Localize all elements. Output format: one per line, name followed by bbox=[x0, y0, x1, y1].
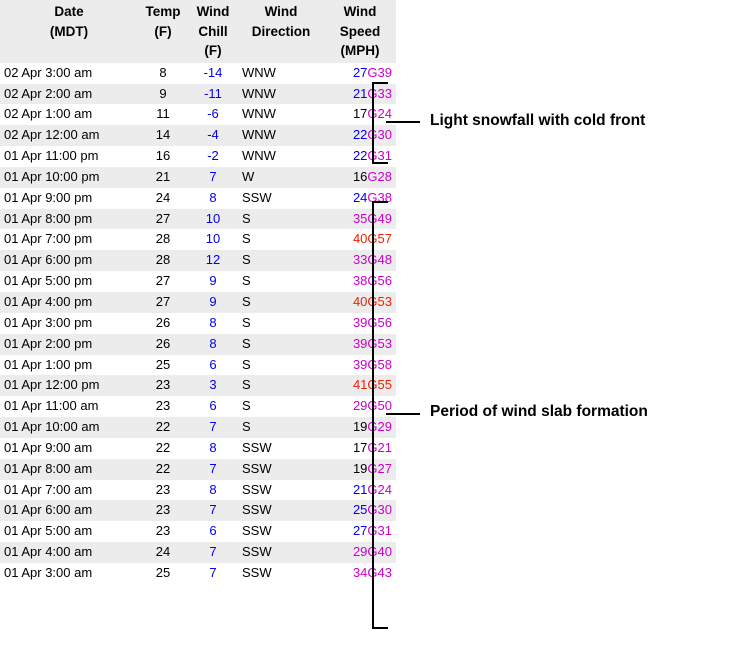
table-row bbox=[0, 209, 396, 230]
wind-speed-gust: G21 bbox=[367, 439, 392, 455]
wind-speed-gust: G30 bbox=[367, 502, 392, 518]
wind-speed-sustained: 29 bbox=[352, 398, 368, 414]
cell-wind-chill: 8 bbox=[188, 480, 238, 501]
cell-wind-chill: 12 bbox=[188, 250, 238, 271]
wind-speed-gust: G53 bbox=[367, 293, 392, 309]
cell-temp: 23 bbox=[138, 480, 188, 501]
wind-speed-gust: G40 bbox=[367, 544, 392, 560]
cell-date: 01 Apr 10:00 am bbox=[0, 417, 138, 438]
cell-temp: 16 bbox=[138, 146, 188, 167]
cell-temp: 8 bbox=[138, 63, 188, 84]
cell-wind-direction: S bbox=[238, 334, 324, 355]
table-row bbox=[0, 229, 396, 250]
cell-wind-chill: 3 bbox=[188, 375, 238, 396]
column-header-wind-speed-line1: Wind Speed bbox=[339, 4, 381, 39]
wind-speed-sustained: 19 bbox=[352, 419, 368, 435]
wind-speed-sustained: 38 bbox=[352, 273, 368, 289]
column-header-wind-direction bbox=[238, 0, 324, 63]
cell-date: 01 Apr 12:00 pm bbox=[0, 375, 138, 396]
cell-wind-direction: SSW bbox=[238, 542, 324, 563]
wind-speed-gust: G24 bbox=[367, 481, 392, 497]
table-row bbox=[0, 146, 396, 167]
cell-date: 01 Apr 9:00 pm bbox=[0, 188, 138, 209]
wind-speed-gust: G48 bbox=[367, 252, 392, 268]
annotation-label-1: Light snowfall with cold front bbox=[430, 112, 646, 129]
table-row bbox=[0, 334, 396, 355]
wind-speed-sustained: 40 bbox=[352, 293, 368, 309]
wind-speed-gust: G58 bbox=[367, 356, 392, 372]
table-row bbox=[0, 63, 396, 84]
wind-speed-gust: G56 bbox=[367, 314, 392, 330]
cell-wind-direction: SSW bbox=[238, 459, 324, 480]
wind-speed-gust: G43 bbox=[367, 564, 392, 580]
column-header-date bbox=[0, 0, 138, 63]
wind-speed-gust: G24 bbox=[367, 106, 392, 122]
wind-speed-gust: G28 bbox=[367, 168, 392, 184]
cell-date: 01 Apr 6:00 am bbox=[0, 500, 138, 521]
wind-speed-gust: G29 bbox=[367, 419, 392, 435]
table-row bbox=[0, 521, 396, 542]
cell-temp: 23 bbox=[138, 521, 188, 542]
column-header-wind-speed bbox=[324, 0, 396, 63]
cell-temp: 21 bbox=[138, 167, 188, 188]
table-row bbox=[0, 396, 396, 417]
cell-date: 02 Apr 3:00 am bbox=[0, 63, 138, 84]
cell-temp: 24 bbox=[138, 542, 188, 563]
cell-wind-direction: S bbox=[238, 396, 324, 417]
wind-speed-sustained: 16 bbox=[352, 168, 368, 184]
annotation-label-2: Period of wind slab formation bbox=[430, 403, 648, 420]
cell-temp: 24 bbox=[138, 188, 188, 209]
cell-wind-direction: SSW bbox=[238, 563, 324, 584]
cell-wind-chill: 7 bbox=[188, 459, 238, 480]
wind-speed-sustained: 29 bbox=[352, 544, 368, 560]
cell-date: 01 Apr 2:00 pm bbox=[0, 334, 138, 355]
column-header-temp-line1: Temp bbox=[145, 4, 181, 19]
cell-date: 01 Apr 8:00 pm bbox=[0, 209, 138, 230]
cell-wind-chill: -2 bbox=[188, 146, 238, 167]
wind-speed-sustained: 27 bbox=[352, 523, 368, 539]
cell-date: 01 Apr 6:00 pm bbox=[0, 250, 138, 271]
cell-wind-chill: -14 bbox=[188, 63, 238, 84]
wind-speed-gust: G31 bbox=[367, 523, 392, 539]
cell-date: 01 Apr 10:00 pm bbox=[0, 167, 138, 188]
cell-temp: 27 bbox=[138, 209, 188, 230]
cell-wind-speed bbox=[324, 63, 396, 84]
cell-wind-direction: S bbox=[238, 292, 324, 313]
cell-temp: 25 bbox=[138, 355, 188, 376]
cell-wind-direction: S bbox=[238, 209, 324, 230]
wind-speed-sustained: 21 bbox=[352, 481, 368, 497]
cell-temp: 27 bbox=[138, 271, 188, 292]
column-header-wind-direction-line1: Wind Direction bbox=[251, 4, 311, 39]
wind-speed-gust: G39 bbox=[367, 64, 392, 80]
table-row bbox=[0, 563, 396, 584]
cell-date: 01 Apr 7:00 pm bbox=[0, 229, 138, 250]
cell-temp: 9 bbox=[138, 84, 188, 105]
cell-wind-chill: 7 bbox=[188, 167, 238, 188]
cell-wind-chill: 8 bbox=[188, 188, 238, 209]
cell-wind-direction: S bbox=[238, 375, 324, 396]
table-row bbox=[0, 417, 396, 438]
wind-speed-sustained: 19 bbox=[352, 460, 368, 476]
cell-temp: 14 bbox=[138, 125, 188, 146]
table-row bbox=[0, 167, 396, 188]
cell-wind-direction: S bbox=[238, 271, 324, 292]
cell-wind-direction: S bbox=[238, 250, 324, 271]
cell-date: 01 Apr 4:00 pm bbox=[0, 292, 138, 313]
table-header-row bbox=[0, 0, 396, 63]
cell-temp: 11 bbox=[138, 104, 188, 125]
cell-wind-direction: SSW bbox=[238, 480, 324, 501]
wind-speed-gust: G56 bbox=[367, 273, 392, 289]
cell-wind-speed bbox=[324, 167, 396, 188]
wind-speed-sustained: 21 bbox=[352, 85, 368, 101]
cell-temp: 22 bbox=[138, 417, 188, 438]
cell-wind-direction: WNW bbox=[238, 125, 324, 146]
cell-wind-chill: 8 bbox=[188, 334, 238, 355]
table-body bbox=[0, 63, 396, 584]
cell-wind-direction: S bbox=[238, 417, 324, 438]
wind-speed-sustained: 39 bbox=[352, 356, 368, 372]
wind-speed-sustained: 40 bbox=[352, 231, 368, 247]
cell-date: 01 Apr 3:00 pm bbox=[0, 313, 138, 334]
column-header-wind-chill-line1: Wind Chill bbox=[196, 4, 230, 39]
annotation-stem-2 bbox=[386, 413, 420, 415]
table-row bbox=[0, 188, 396, 209]
table-row bbox=[0, 104, 396, 125]
wind-speed-sustained: 24 bbox=[352, 189, 368, 205]
wind-speed-sustained: 35 bbox=[352, 210, 368, 226]
cell-wind-direction: SSW bbox=[238, 438, 324, 459]
cell-wind-chill: -11 bbox=[188, 84, 238, 105]
cell-wind-chill: 7 bbox=[188, 542, 238, 563]
wind-speed-sustained: 25 bbox=[352, 502, 368, 518]
cell-wind-chill: 6 bbox=[188, 355, 238, 376]
wind-speed-gust: G55 bbox=[367, 377, 392, 393]
cell-date: 01 Apr 5:00 am bbox=[0, 521, 138, 542]
cell-date: 01 Apr 7:00 am bbox=[0, 480, 138, 501]
cell-wind-chill: 7 bbox=[188, 417, 238, 438]
cell-wind-chill: 8 bbox=[188, 438, 238, 459]
wind-speed-gust: G50 bbox=[367, 398, 392, 414]
cell-wind-direction: WNW bbox=[238, 146, 324, 167]
cell-date: 01 Apr 11:00 am bbox=[0, 396, 138, 417]
annotation-bracket-1 bbox=[372, 82, 388, 164]
cell-wind-chill: 6 bbox=[188, 396, 238, 417]
cell-temp: 28 bbox=[138, 229, 188, 250]
column-header-wind-chill bbox=[188, 0, 238, 63]
wind-speed-sustained: 39 bbox=[352, 314, 368, 330]
cell-temp: 26 bbox=[138, 313, 188, 334]
cell-temp: 23 bbox=[138, 375, 188, 396]
wind-speed-gust: G53 bbox=[367, 335, 392, 351]
cell-date: 01 Apr 9:00 am bbox=[0, 438, 138, 459]
cell-wind-direction: SSW bbox=[238, 521, 324, 542]
table-row bbox=[0, 292, 396, 313]
cell-temp: 22 bbox=[138, 459, 188, 480]
table-row bbox=[0, 125, 396, 146]
cell-wind-direction: S bbox=[238, 313, 324, 334]
cell-wind-chill: 10 bbox=[188, 209, 238, 230]
table-row bbox=[0, 250, 396, 271]
cell-wind-direction: S bbox=[238, 355, 324, 376]
wind-speed-gust: G30 bbox=[367, 127, 392, 143]
cell-date: 01 Apr 5:00 pm bbox=[0, 271, 138, 292]
table-row bbox=[0, 438, 396, 459]
cell-wind-chill: 8 bbox=[188, 313, 238, 334]
wind-speed-gust: G27 bbox=[367, 460, 392, 476]
wind-speed-sustained: 22 bbox=[352, 148, 368, 164]
table-row bbox=[0, 271, 396, 292]
cell-wind-chill: 9 bbox=[188, 271, 238, 292]
wind-speed-sustained: 41 bbox=[352, 377, 368, 393]
cell-date: 01 Apr 11:00 pm bbox=[0, 146, 138, 167]
cell-temp: 23 bbox=[138, 396, 188, 417]
cell-wind-chill: 9 bbox=[188, 292, 238, 313]
wind-speed-sustained: 17 bbox=[352, 439, 368, 455]
column-header-temp-line2: (F) bbox=[154, 23, 172, 39]
weather-observations-table bbox=[0, 0, 396, 584]
cell-date: 02 Apr 1:00 am bbox=[0, 104, 138, 125]
table-row bbox=[0, 542, 396, 563]
table-header bbox=[0, 0, 396, 63]
table-row bbox=[0, 375, 396, 396]
cell-temp: 28 bbox=[138, 250, 188, 271]
cell-wind-direction: S bbox=[238, 229, 324, 250]
cell-date: 01 Apr 1:00 pm bbox=[0, 355, 138, 376]
cell-temp: 23 bbox=[138, 500, 188, 521]
column-header-date-line1: Date bbox=[54, 4, 84, 19]
wind-speed-sustained: 17 bbox=[352, 106, 368, 122]
annotation-bracket-2 bbox=[372, 201, 388, 629]
wind-speed-sustained: 39 bbox=[352, 335, 368, 351]
cell-wind-chill: 6 bbox=[188, 521, 238, 542]
wind-speed-gust: G49 bbox=[367, 210, 392, 226]
cell-date: 02 Apr 12:00 am bbox=[0, 125, 138, 146]
cell-temp: 22 bbox=[138, 438, 188, 459]
table-row bbox=[0, 480, 396, 501]
cell-wind-chill: -6 bbox=[188, 104, 238, 125]
column-header-wind-chill-line2: (F) bbox=[204, 43, 222, 59]
cell-wind-direction: WNW bbox=[238, 104, 324, 125]
cell-wind-chill: 7 bbox=[188, 500, 238, 521]
wind-speed-gust: G33 bbox=[367, 85, 392, 101]
table-row bbox=[0, 313, 396, 334]
cell-wind-direction: SSW bbox=[238, 188, 324, 209]
cell-wind-direction: WNW bbox=[238, 84, 324, 105]
cell-date: 01 Apr 4:00 am bbox=[0, 542, 138, 563]
cell-date: 01 Apr 8:00 am bbox=[0, 459, 138, 480]
cell-wind-chill: 10 bbox=[188, 229, 238, 250]
wind-speed-gust: G38 bbox=[367, 189, 392, 205]
annotation-stem-1 bbox=[386, 121, 420, 123]
cell-wind-direction: W bbox=[238, 167, 324, 188]
wind-speed-sustained: 27 bbox=[352, 64, 368, 80]
column-header-date-line2: (MDT) bbox=[49, 23, 89, 39]
wind-speed-sustained: 34 bbox=[352, 564, 368, 580]
wind-speed-gust: G31 bbox=[367, 148, 392, 164]
cell-date: 02 Apr 2:00 am bbox=[0, 84, 138, 105]
cell-wind-chill: 7 bbox=[188, 563, 238, 584]
cell-wind-direction: WNW bbox=[238, 63, 324, 84]
table-row bbox=[0, 459, 396, 480]
column-header-wind-speed-line2: (MPH) bbox=[340, 43, 380, 59]
table-row bbox=[0, 355, 396, 376]
cell-wind-direction: SSW bbox=[238, 500, 324, 521]
wind-speed-sustained: 22 bbox=[352, 127, 368, 143]
cell-temp: 25 bbox=[138, 563, 188, 584]
column-header-temp bbox=[138, 0, 188, 63]
cell-temp: 27 bbox=[138, 292, 188, 313]
cell-temp: 26 bbox=[138, 334, 188, 355]
wind-speed-gust: G57 bbox=[367, 231, 392, 247]
table-row bbox=[0, 500, 396, 521]
cell-date: 01 Apr 3:00 am bbox=[0, 563, 138, 584]
table-row bbox=[0, 84, 396, 105]
cell-wind-chill: -4 bbox=[188, 125, 238, 146]
wind-speed-sustained: 33 bbox=[352, 252, 368, 268]
